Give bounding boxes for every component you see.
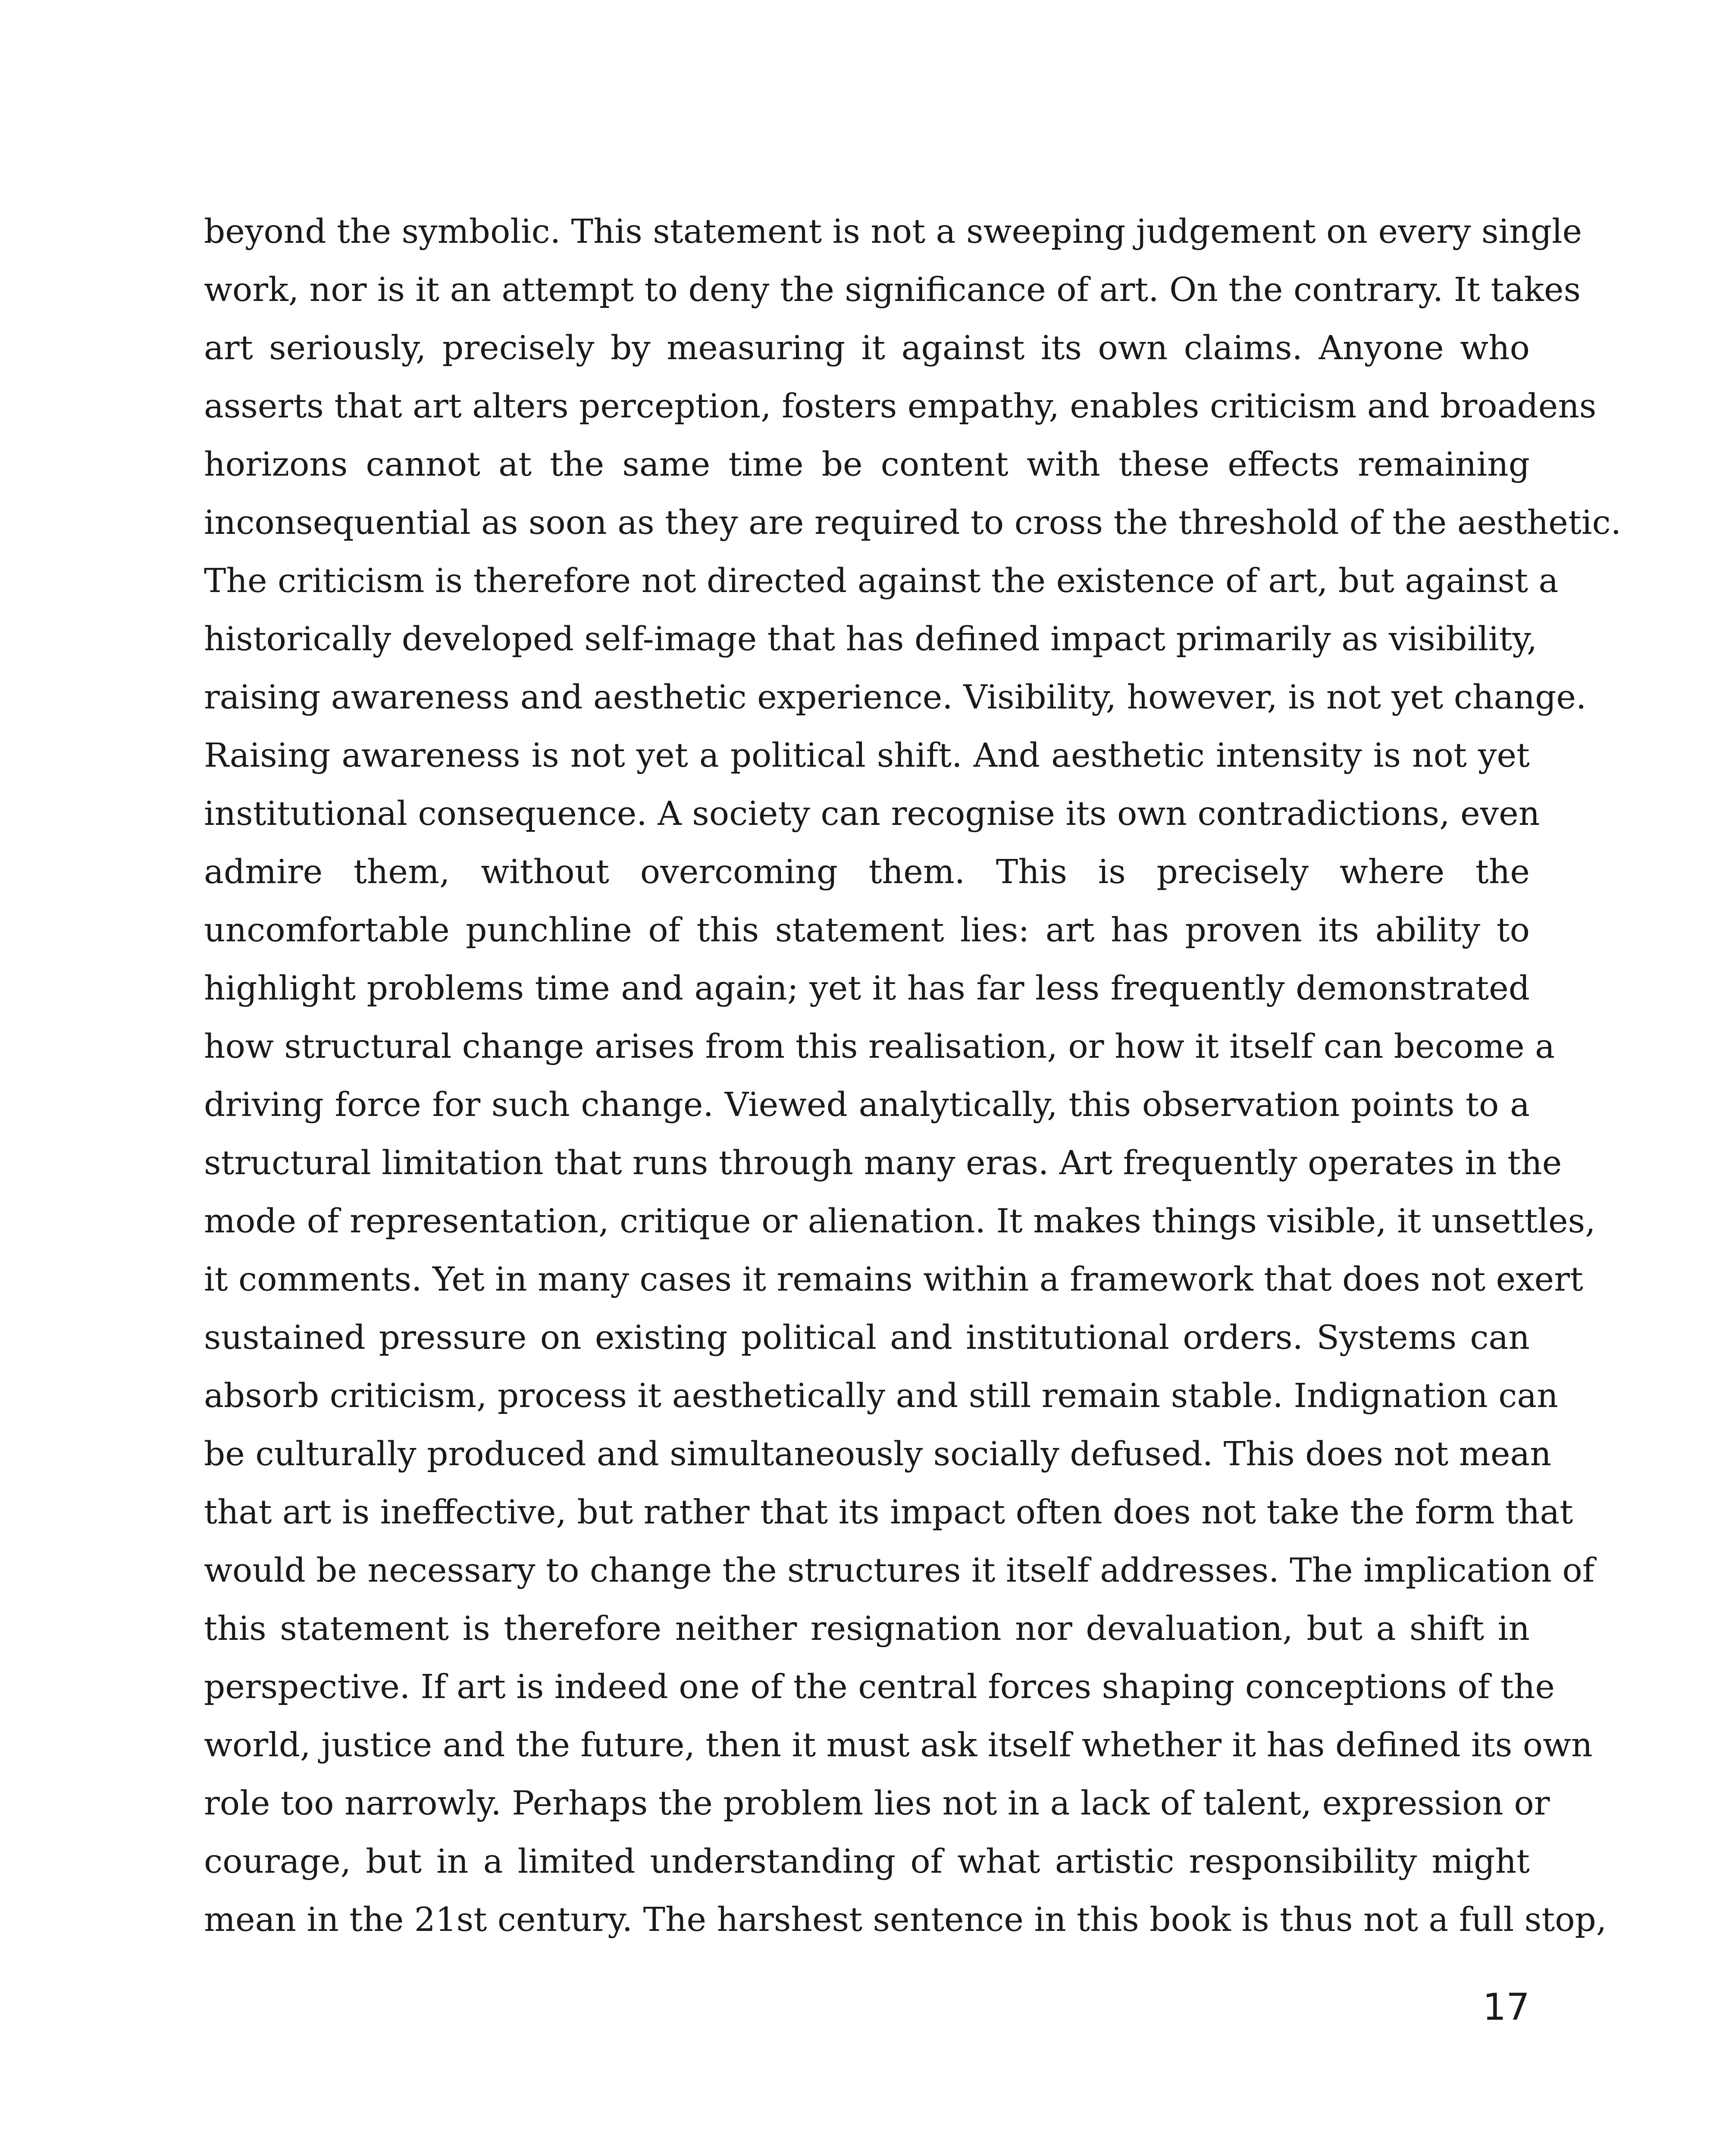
text-line: mode of representation, critique or alienation. It makes things visible, it unsettles,	[204, 1202, 1596, 1241]
text-line: be culturally produced and simultaneously socially defused. This does not mean	[204, 1435, 1551, 1473]
text-line: structural limitation that runs through many eras. Art frequently operates in the	[204, 1144, 1562, 1182]
text-line: asserts that art alters perception, fosters empathy, enables criticism and broadens	[204, 387, 1597, 426]
text-line: Raising awareness is not yet a political shift. And aesthetic intensity is not yet	[204, 736, 1530, 775]
text-line: courage, but in a limited understanding of what artistic responsibility might	[204, 1843, 1530, 1881]
text-line: work, nor is it an attempt to deny the significance of art. On the contrary. It takes	[204, 271, 1581, 309]
text-line: uncomfortable punchline of this statement lies: art has proven its ability to	[204, 911, 1530, 950]
text-line: art seriously, precisely by measuring it against its own claims. Anyone who	[204, 329, 1530, 367]
text-line: would be necessary to change the structures it itself addresses. The implication of	[204, 1551, 1595, 1590]
text-line: institutional consequence. A society can recognise its own contradictions, even	[204, 795, 1540, 833]
text-line: beyond the symbolic. This statement is not a sweeping judgement on every single	[204, 213, 1582, 251]
text-line: inconsequential as soon as they are required to cross the threshold of the aesthetic.	[204, 504, 1622, 542]
text-line: world, justice and the future, then it must ask itself whether it has defined its own	[204, 1726, 1593, 1764]
text-line: mean in the 21st century. The harshest sentence in this book is thus not a full stop,	[204, 1901, 1607, 1939]
text-line: admire them, without overcoming them. This is precisely where the	[204, 853, 1530, 891]
text-line: this statement is therefore neither resignation nor devaluation, but a shift in	[204, 1610, 1530, 1648]
text-line: The criticism is therefore not directed against the existence of art, but against a	[204, 562, 1559, 600]
text-line: driving force for such change. Viewed analytically, this observation points to a	[204, 1086, 1530, 1124]
text-line: that art is ineffective, but rather that its impact often does not take the form that	[204, 1493, 1573, 1532]
text-line: highlight problems time and again; yet it has far less frequently demonstrated	[204, 969, 1530, 1008]
text-line: sustained pressure on existing political and institutional orders. Systems can	[204, 1319, 1530, 1357]
text-line: role too narrowly. Perhaps the problem lies not in a lack of talent, expression or	[204, 1784, 1550, 1823]
text-line: historically developed self-image that has defined impact primarily as visibility,	[204, 620, 1538, 658]
text-line: perspective. If art is indeed one of the central forces shaping conceptions of the	[204, 1668, 1555, 1706]
body-text	[204, 203, 1622, 1949]
page-number: 17	[1482, 1986, 1530, 2029]
text-line: how structural change arises from this realisation, or how it itself can become a	[204, 1028, 1555, 1066]
text-line: absorb criticism, process it aesthetically and still remain stable. Indignation can	[204, 1377, 1558, 1415]
text-line: horizons cannot at the same time be content with these effects remaining	[204, 445, 1530, 484]
text-line: it comments. Yet in many cases it remains within a framework that does not exert	[204, 1260, 1583, 1299]
text-line: raising awareness and aesthetic experience. Visibility, however, is not yet change.	[204, 678, 1587, 717]
